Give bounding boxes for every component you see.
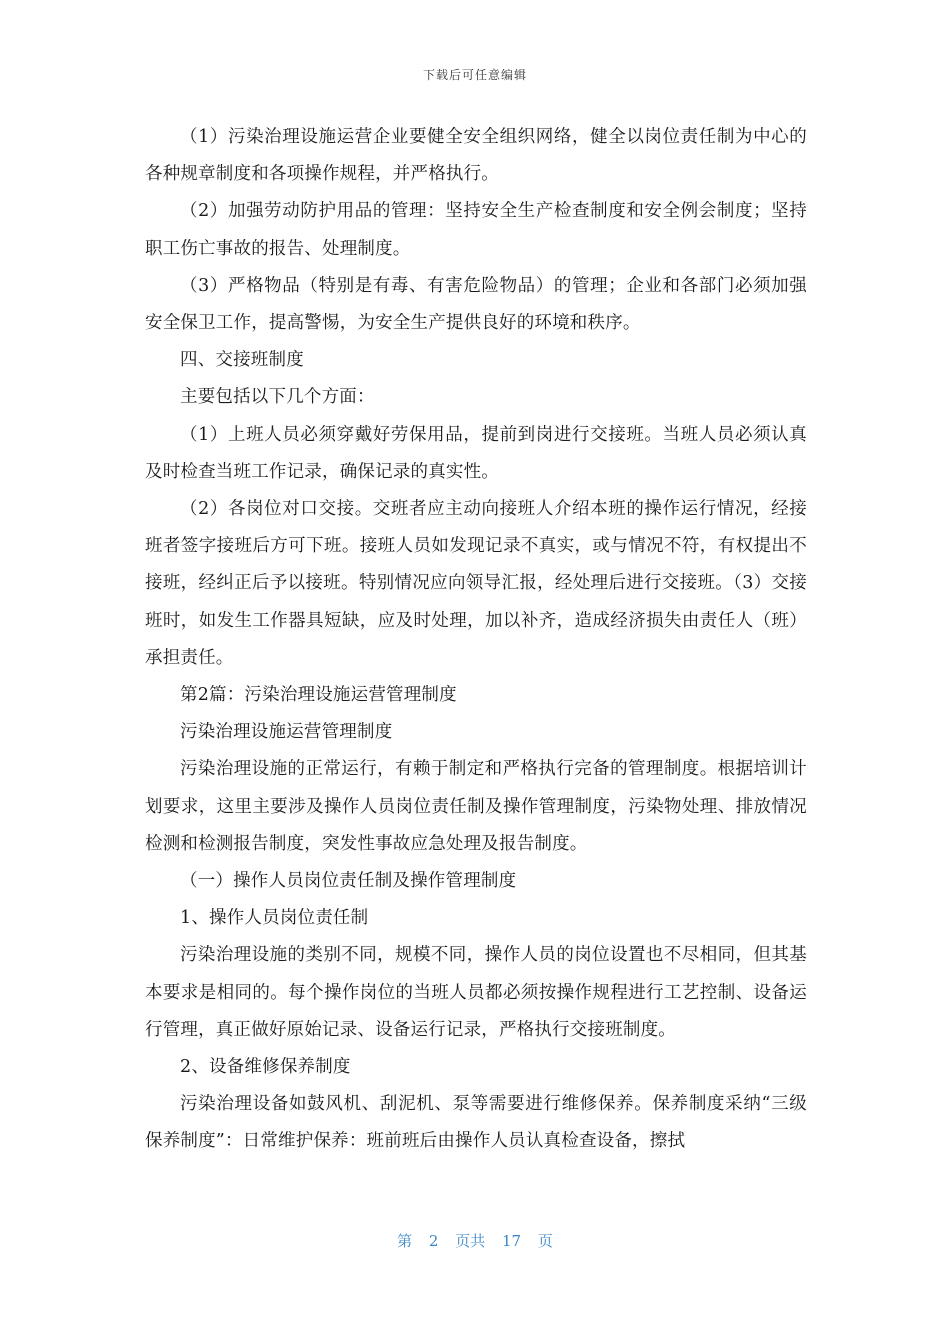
subsection-heading: 1、操作人员岗位责任制 [180, 908, 369, 929]
section-heading: 四、交接班制度 [180, 350, 304, 371]
page-header-note: 下载后可任意编辑 [422, 68, 527, 82]
article-title: 污染治理设施运营管理制度 [180, 722, 393, 743]
paragraph: 主要包括以下几个方面： [180, 387, 375, 408]
subsection-heading: 2、设备维修保养制度 [180, 1057, 351, 1078]
article-heading: 第2篇：污染治理设施运营管理制度 [180, 685, 457, 706]
document-body [145, 119, 807, 1161]
paragraph: （3）严格物品（特别是有毒、有害危险物品）的管理；企业和各部门必须加强安全保卫工作，提高警惕，为安全生产提供良好的环境和秩序。 [145, 275, 807, 334]
page-number-footer: 第 2 页共 17 页 [397, 1232, 553, 1250]
paragraph: （2）各岗位对口交接。交班者应主动向接班人介绍本班的操作运行情况，经接班者签字接班后方可下班。接班人员如发现记录不真实，或与情况不符，有权提出不接班，经纠正后予以接班。特别情况应向领导汇报，经处理后进行交接班。（3）交接班时，如发生工作器具短缺，应及时处理，加以补齐，造成经济损失由责任人（班）承担责任。 [145, 499, 807, 668]
paragraph: 污染治理设备如鼓风机、刮泥机、泵等需要进行维修保养。保养制度采纳“三级保养制度”：日常维护保养：班前班后由操作人员认真检查设备，擦拭 [145, 1094, 807, 1152]
paragraph: （2）加强劳动防护用品的管理：坚持安全生产检查制度和安全例会制度；坚持职工伤亡事故的报告、处理制度。 [145, 201, 807, 259]
paragraph: （1）上班人员必须穿戴好劳保用品，提前到岗进行交接班。当班人员必须认真及时检查当班工作记录，确保记录的真实性。 [145, 424, 807, 482]
paragraph: 污染治理设施的正常运行，有赖于制定和严格执行完备的管理制度。根据培训计划要求，这里主要涉及操作人员岗位责任制及操作管理制度，污染物处理、排放情况检测和检测报告制度，突发性事故应急处理及报告制度。 [145, 759, 807, 854]
subsection-heading: （一）操作人员岗位责任制及操作管理制度 [180, 871, 517, 892]
paragraph: 污染治理设施的类别不同，规模不同，操作人员的岗位设置也不尽相同，但其基本要求是相同的。每个操作岗位的当班人员都必须按操作规程进行工艺控制、设备运行管理，真正做好原始记录、设备运行记录，严格执行交接班制度。 [145, 945, 807, 1040]
paragraph: （1）污染治理设施运营企业要健全安全组织网络，健全以岗位责任制为中心的各种规章制度和各项操作规程，并严格执行。 [145, 127, 807, 185]
